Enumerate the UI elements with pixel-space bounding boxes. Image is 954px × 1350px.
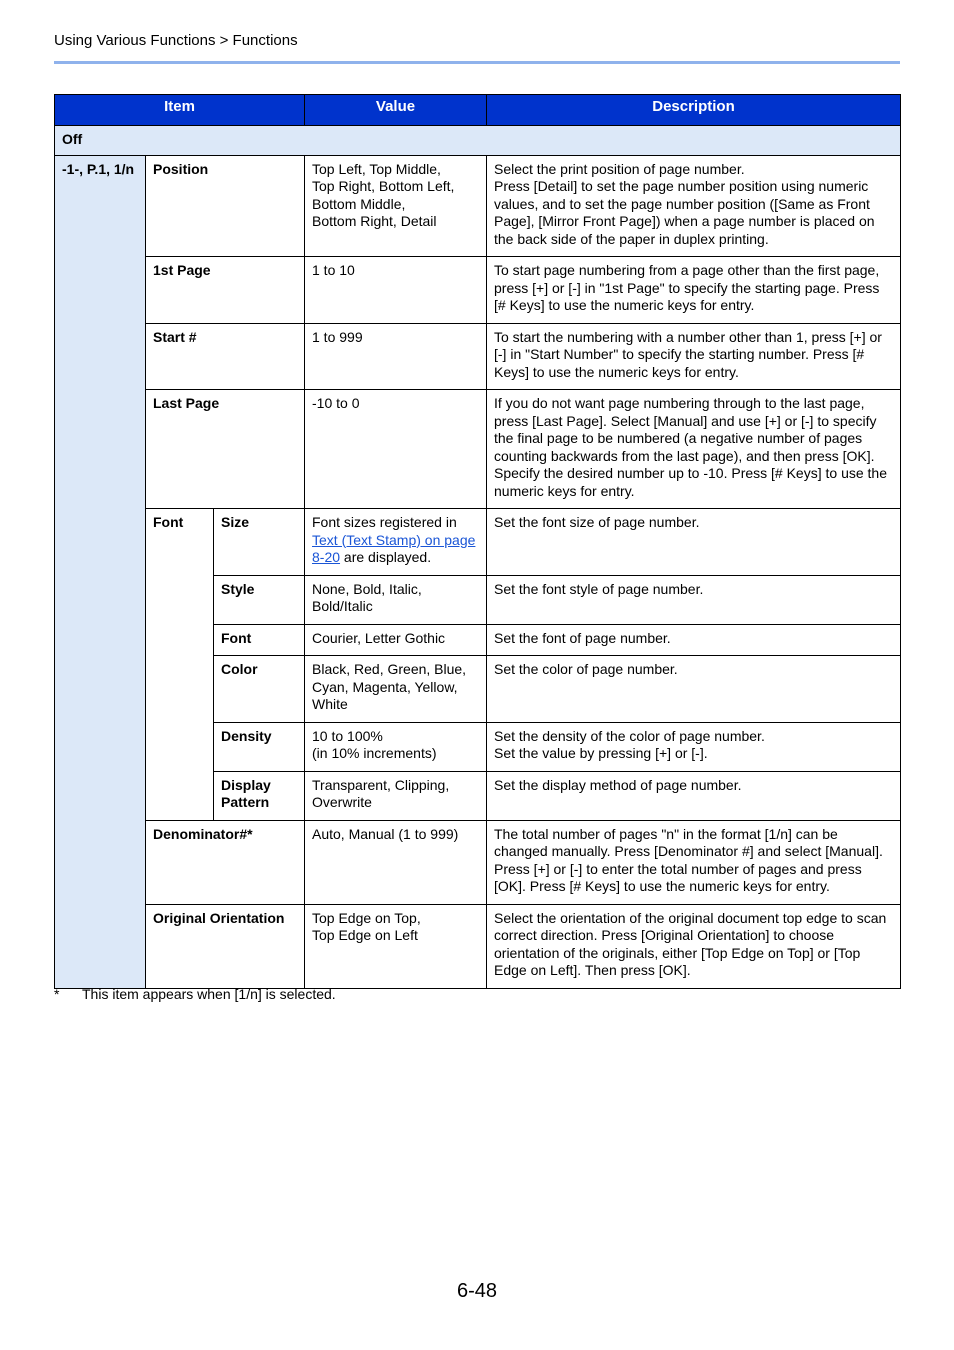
- denominator-label: Denominator#*: [146, 820, 305, 904]
- header-divider: [54, 61, 900, 64]
- footnote-text: This item appears when [1/n] is selected.: [82, 986, 336, 1002]
- original-orientation-label: Original Orientation: [146, 904, 305, 988]
- table-row-original-orientation: [55, 904, 901, 988]
- first-page-label: 1st Page: [146, 257, 305, 324]
- position-label: Position: [146, 155, 305, 257]
- style-description: Set the font style of page number.: [487, 575, 901, 624]
- density-value: 10 to 100% (in 10% increments): [305, 722, 487, 771]
- first-page-description: To start page numbering from a page other than the first page, press [+] or [-] in "1st Page" to specify the starting page. Press [# Keys] to use the numeric keys for entry.: [487, 257, 901, 324]
- last-page-value: -10 to 0: [305, 390, 487, 509]
- page-number: 6-48: [456, 1280, 498, 1302]
- size-value-pre: Font sizes registered in: [312, 514, 457, 530]
- table-header-row: [55, 95, 901, 126]
- footnote: [54, 986, 336, 1002]
- font-description: Set the font of page number.: [487, 624, 901, 656]
- group-label: -1-, P.1, 1/n: [55, 155, 146, 988]
- size-description: Set the font size of page number.: [487, 509, 901, 576]
- style-label: Style: [214, 575, 305, 624]
- functions-table: [54, 94, 901, 989]
- start-label: Start #: [146, 323, 305, 390]
- table-row-denominator: [55, 820, 901, 904]
- column-header-description: Description: [487, 95, 901, 126]
- table-row-1st-page: [55, 257, 901, 324]
- table-row-start: [55, 323, 901, 390]
- column-header-item: Item: [55, 95, 305, 126]
- last-page-label: Last Page: [146, 390, 305, 509]
- original-orientation-description: Select the orientation of the original document top edge to scan correct direction. Press [Original Orientation] to choose orientation of the originals, either [Top Edge on Top] or [Top Edge on Left]. Then press [OK].: [487, 904, 901, 988]
- density-description: Set the density of the color of page number. Set the value by pressing [+] or [-].: [487, 722, 901, 771]
- column-header-value: Value: [305, 95, 487, 126]
- off-label: Off: [55, 126, 901, 156]
- size-label: Size: [214, 509, 305, 576]
- color-label: Color: [214, 656, 305, 723]
- style-value: None, Bold, Italic, Bold/Italic: [305, 575, 487, 624]
- table-row-size: [55, 509, 901, 576]
- font-label: Font: [214, 624, 305, 656]
- table-row-last-page: [55, 390, 901, 509]
- font-group-label: Font: [146, 509, 214, 821]
- start-description: To start the numbering with a number other than 1, press [+] or [-] in "Start Number" to specify the starting number. Press [# Keys] to use the numeric keys for entry.: [487, 323, 901, 390]
- display-pattern-value: Transparent, Clipping, Overwrite: [305, 771, 487, 820]
- color-value: Black, Red, Green, Blue, Cyan, Magenta, Yellow, White: [305, 656, 487, 723]
- original-orientation-value: Top Edge on Top, Top Edge on Left: [305, 904, 487, 988]
- start-value: 1 to 999: [305, 323, 487, 390]
- table-row-position: [55, 155, 901, 257]
- text-stamp-link[interactable]: Text (Text Stamp) on page 8-20: [312, 531, 476, 565]
- denominator-value: Auto, Manual (1 to 999): [305, 820, 487, 904]
- last-page-description: If you do not want page numbering through to the last page, press [Last Page]. Select [Manual] and use [+] or [-] to specify the final page to be numbered (a negative number of pages counting backwards from the last page), and then press [OK]. Specify the desired number up to -10. Press [# Keys] to use the numeric keys for entry.: [487, 390, 901, 509]
- size-value: [305, 509, 487, 576]
- size-value-post: are displayed.: [340, 549, 432, 565]
- font-value: Courier, Letter Gothic: [305, 624, 487, 656]
- color-description: Set the color of page number.: [487, 656, 901, 723]
- table-row-off: [55, 126, 901, 156]
- first-page-value: 1 to 10: [305, 257, 487, 324]
- density-label: Density: [214, 722, 305, 771]
- display-pattern-label: Display Pattern: [214, 771, 305, 820]
- position-description: Select the print position of page number. Press [Detail] to set the page number position using numeric values, and to set the page number position ([Same as Front Page], [Mirror Front Page]) when a page number is placed on the back side of the paper in duplex printing.: [487, 155, 901, 257]
- display-pattern-description: Set the display method of page number.: [487, 771, 901, 820]
- denominator-description: The total number of pages "n" in the format [1/n] can be changed manually. Press [Denominator #] and select [Manual]. Press [+] or [-] to enter the total number of pages and press [OK]. Press [# Keys] to use the numeric keys for entry.: [487, 820, 901, 904]
- position-value: Top Left, Top Middle, Top Right, Bottom Left, Bottom Middle, Bottom Right, Detail: [305, 155, 487, 257]
- footnote-mark: *: [54, 986, 60, 1002]
- breadcrumb: Using Various Functions > Functions: [54, 32, 298, 49]
